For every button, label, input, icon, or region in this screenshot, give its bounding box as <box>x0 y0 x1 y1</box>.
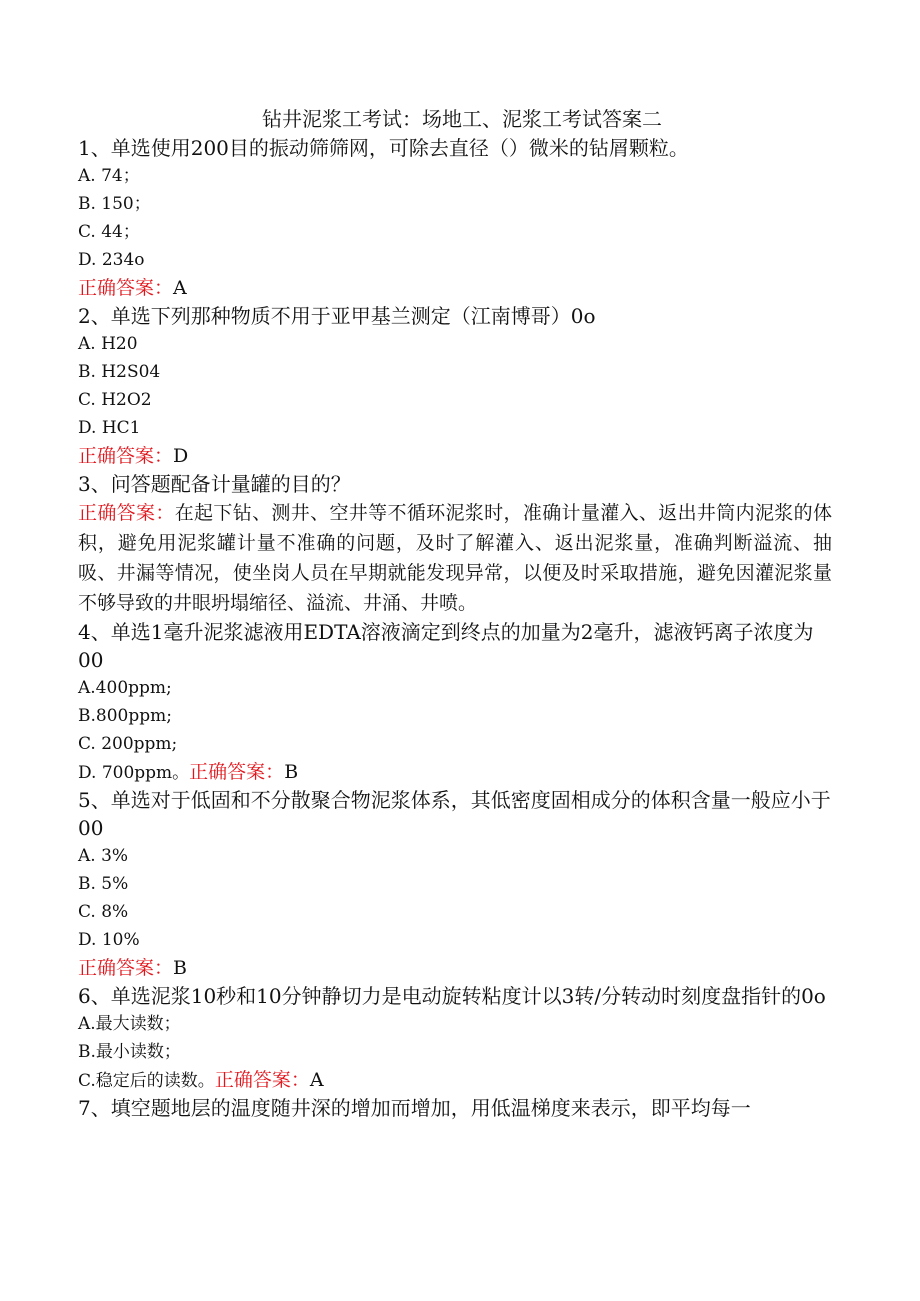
document-title: 钻井泥浆工考试：场地工、泥浆工考试答案二 <box>262 107 662 131</box>
question-5-option-a: A. 3% <box>78 846 129 866</box>
answer-value: D <box>173 445 189 467</box>
question-3-text: 3、问答题配备计量罐的目的？ <box>78 472 351 496</box>
question-4-option-c: C. 200ppm; <box>78 734 178 754</box>
question-1-text: 1、单选使用200目的振动筛筛网，可除去直径（）微米的钻屑颗粒。 <box>78 136 689 160</box>
question-2-option-a: A. H20 <box>78 334 138 354</box>
question-5-answer <box>78 954 832 982</box>
question-4-text: 4、单选1毫升泥浆滤液用EDTA溶液滴定到终点的加量为2毫升，滤液钙离子浓度为00 <box>78 620 814 672</box>
question-6-text: 6、单选泥浆10秒和10分钟静切力是电动旋转粘度计以3转/分转动时刻度盘指针的0o <box>78 984 826 1008</box>
answer-label: 正确答案： <box>78 277 174 299</box>
question-4-option-b: B.800ppm; <box>78 706 172 726</box>
question-5-option-b: B. 5% <box>78 874 129 894</box>
answer-label: 正确答案： <box>78 502 175 524</box>
question-7-text: 7、填空题地层的温度随井深的增加而增加，用低温梯度来表示，即平均每一 <box>78 1096 751 1120</box>
question-6-option-c-with-answer <box>78 1066 832 1094</box>
question-1-option-c: C. 44； <box>78 222 140 242</box>
answer-label: 正确答案： <box>189 761 285 783</box>
question-2-option-c: C. H2O2 <box>78 390 152 410</box>
question-1-option-b: B. 150； <box>78 194 151 214</box>
answer-value: B <box>173 957 187 979</box>
question-2-answer <box>78 442 832 470</box>
question-5-option-d: D. 10% <box>78 930 140 950</box>
question-5-text: 5、单选对于低固和不分散聚合物泥浆体系，其低密度固相成分的体积含量一般应小于00 <box>78 788 831 840</box>
question-2-option-d: D. HC1 <box>78 418 141 438</box>
answer-value: 在起下钻、测井、空井等不循环泥浆时，准确计量灌入、返出井筒内泥浆的体积，避免用泥浆罐计量不准确的问题，及时了解灌入、返出泥浆量，准确判断溢流、抽吸、井漏等情况，使坐岗人员在早期就能发现异常，以便及时采取措施，避免因灌泥浆量不够导致的井眼坍塌缩径、溢流、井涌、井喷。 <box>78 502 832 614</box>
answer-label: 正确答案： <box>214 1069 310 1091</box>
question-6-option-c: C.稳定后的读数。 <box>78 1071 215 1091</box>
question-5-option-c: C. 8% <box>78 902 129 922</box>
question-1-option-a: A. 74； <box>78 166 140 186</box>
document-page <box>78 104 832 1122</box>
question-1-option-d: D. 234o <box>78 250 145 270</box>
question-2-option-b: B. H2S04 <box>78 362 161 382</box>
question-6-option-b: B.最小读数； <box>78 1042 181 1062</box>
answer-value: B <box>284 761 299 783</box>
question-4-option-d: D. 700ppm。 <box>78 763 190 783</box>
answer-label: 正确答案： <box>78 445 174 467</box>
question-2-text: 2、单选下列那种物质不用于亚甲基兰测定（江南博哥）0o <box>78 304 596 328</box>
question-6-option-a: A.最大读数； <box>78 1014 181 1034</box>
answer-value: A <box>309 1069 324 1091</box>
answer-value: A <box>173 277 187 299</box>
question-1-answer <box>78 274 832 302</box>
question-4-option-d-with-answer <box>78 758 832 786</box>
question-3-answer <box>78 498 832 618</box>
question-4-option-a: A.400ppm; <box>78 678 172 698</box>
answer-label: 正确答案： <box>78 957 174 979</box>
